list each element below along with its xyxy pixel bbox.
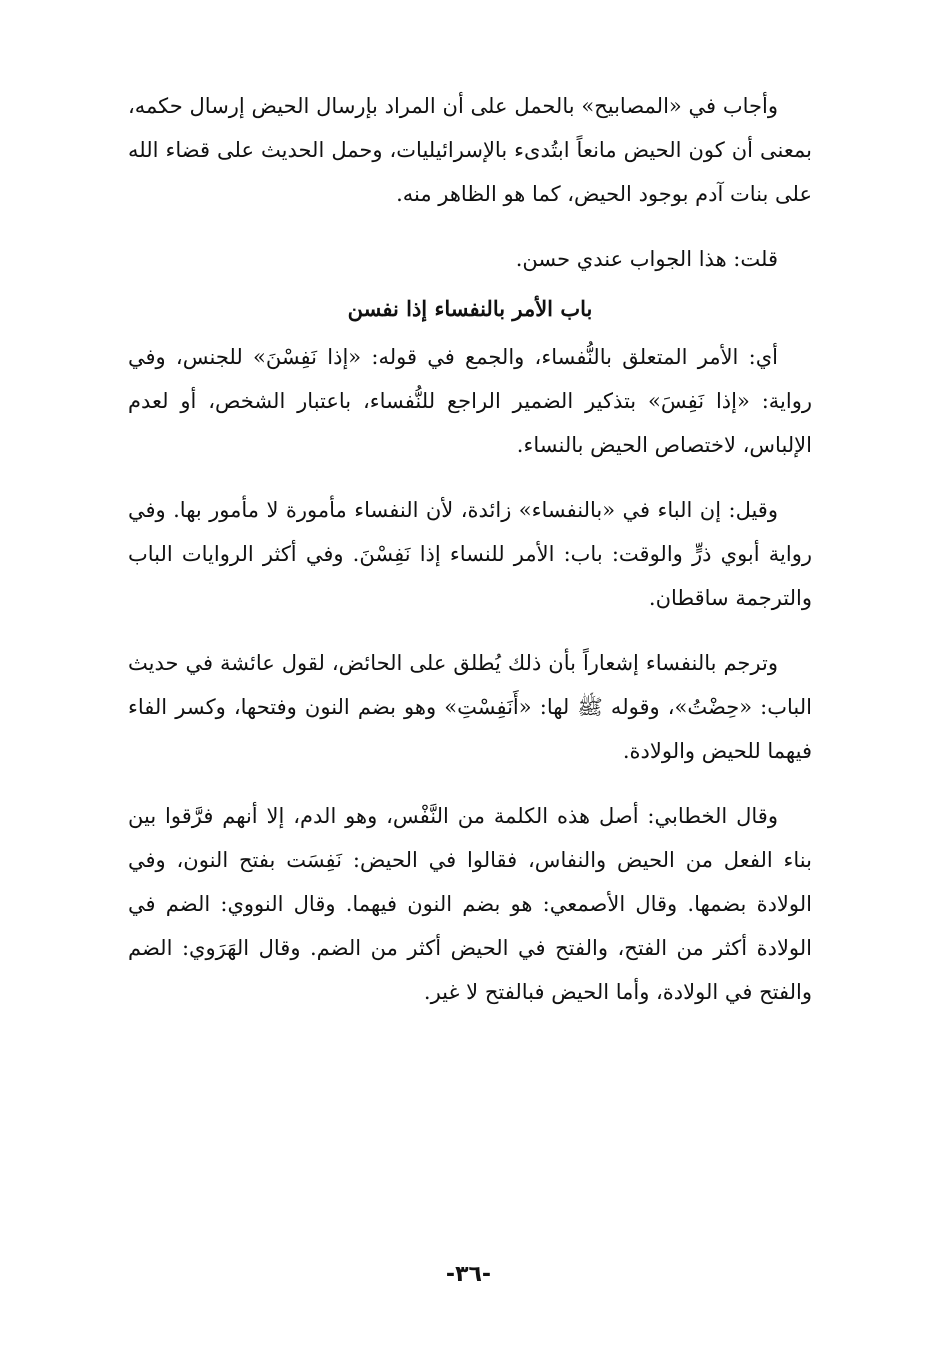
- paragraph-tarjama: وترجم بالنفساء إشعاراً بأن ذلك يُطلق على الحائض، لقول عائشة في حديث الباب: «حِضْتُ»، وقوله ﷺ لها: «أَنَفِسْتِ» وهو بضم النون وفتحها، وكسر الفاء فيهما للحيض والولادة.: [128, 651, 812, 763]
- paragraph-nufasa-meaning: أي: الأمر المتعلق بالنُّفساء، والجمع في قوله: «إذا نَفِسْنَ» للجنس، وفي رواية: «إذا نَفِسَ» بتذكير الضمير الراجع للنُّفساء، باعتبار الشخص، أو لعدم الإلباس، لاختصاص الحيض بالنساء.: [128, 345, 812, 457]
- paragraph-masabih-answer: وأجاب في «المصابيح» بالحمل على أن المراد بإرسال الحيض إرسال حكمه، بمعنى أن كون الحيض مانعاً ابتُدىء بالإسرائيليات، وحمل الحديث على قضاء الله على بنات آدم بوجود الحيض، كما هو الظاهر منه.: [128, 94, 812, 206]
- paragraph-khattabi: وقال الخطابي: أصل هذه الكلمة من النَّفْس، وهو الدم، إلا أنهم فرَّقوا بين بناء الفعل من الحيض والنفاس، فقالوا في الحيض: نَفِسَت بفتح النون، وفي الولادة بضمها. وقال الأصمعي: هو بضم النون فيهما. وقال النووي: الضم في الولادة أكثر من الفتح، والفتح في الحيض أكثر من الضم. وقال الهَرَوي: الضم والفتح في الولادة، وأما الحيض فبالفتح لا غير.: [128, 804, 812, 1004]
- paragraph-ba-extra: وقيل: إن الباء في «بالنفساء» زائدة، لأن النفساء مأمورة لا مأمور بها. وفي رواية أبوي ذرٍّ والوقت: باب: الأمر للنساء إذا نَفِسْنَ. وفي أكثر الروايات الباب والترجمة ساقطان.: [128, 498, 812, 610]
- page-body: [128, 84, 812, 1035]
- paragraph-author-comment: قلت: هذا الجواب عندي حسن.: [515, 247, 778, 271]
- chapter-heading: باب الأمر بالنفساء إذا نفسن: [347, 296, 593, 321]
- page-number: -٣٦-: [445, 1262, 492, 1287]
